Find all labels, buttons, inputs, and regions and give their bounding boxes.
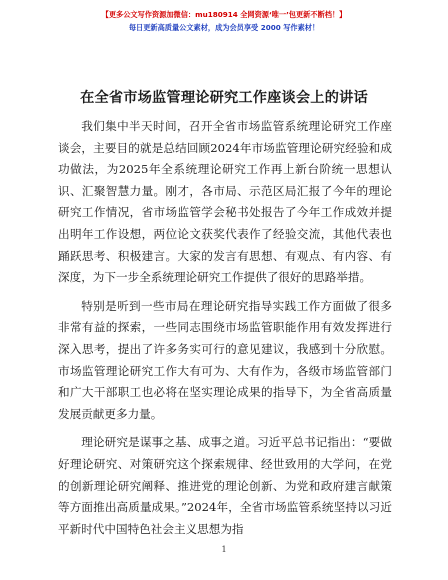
banner-line-promo: 【更多公文写作资源加微信：mu180914 全网资源‘唯一’包更新不断档！】	[101, 10, 347, 19]
paragraph-1: 我们集中半天时间，召开全省市场监管系统理论研究工作座谈会，主要目的就是总结回顾2024年市场监管理论研究经验和成功做法，为2025年全系统理论研究工作再上新台阶统一思想认识、汇聚智慧力量。刚才，各市局、示范区局汇报了今年的理论研究工作情况，省市场监管学会秘书处报告了今年工作成效并提出明年工作设想，两位论文获奖代表作了经验交流，其他代表也踊跃思考、积极建言。大家的发言有思想、有观点、有内容、有深度，为下一步全系统理论研究工作提供了很好的思路举措。	[58, 119, 392, 285]
paragraph-3: 理论研究是谋事之基、成事之道。习近平总书记指出：“要做好理论研究、对策研究这个探索规律、经世致用的大学问，在党的创新理论研究阐释、推进党的理论创新、为党和政府建言献策等方面推出高质量成果。”2024年，全省市场监管系统坚持以习近平新时代中国特色社会主义思想为指	[58, 435, 392, 536]
document-title: 在全省市场监管理论研究工作座谈会上的讲话	[80, 90, 368, 106]
banner-line-membership: 每日更新高质量公文素材，成为会员享受 2000 写作素材！	[128, 23, 320, 32]
page-number: 1	[221, 545, 227, 554]
document-body	[58, 116, 392, 547]
paragraph-2: 特别是听到一些市局在理论研究指导实践工作方面做了很多非常有益的探索，一些同志围绕市场监管职能作用有效发挥进行深入思考，提出了许多务实可行的意见建议，我感到十分欣慰。市场监管理论研究工作大有可为、大有作为，各级市场监管部门和广大干部职工也必将在坚实理论成果的指导下，为全省高质量发展贡献更多力量。	[58, 298, 392, 421]
header-banner	[0, 8, 448, 34]
